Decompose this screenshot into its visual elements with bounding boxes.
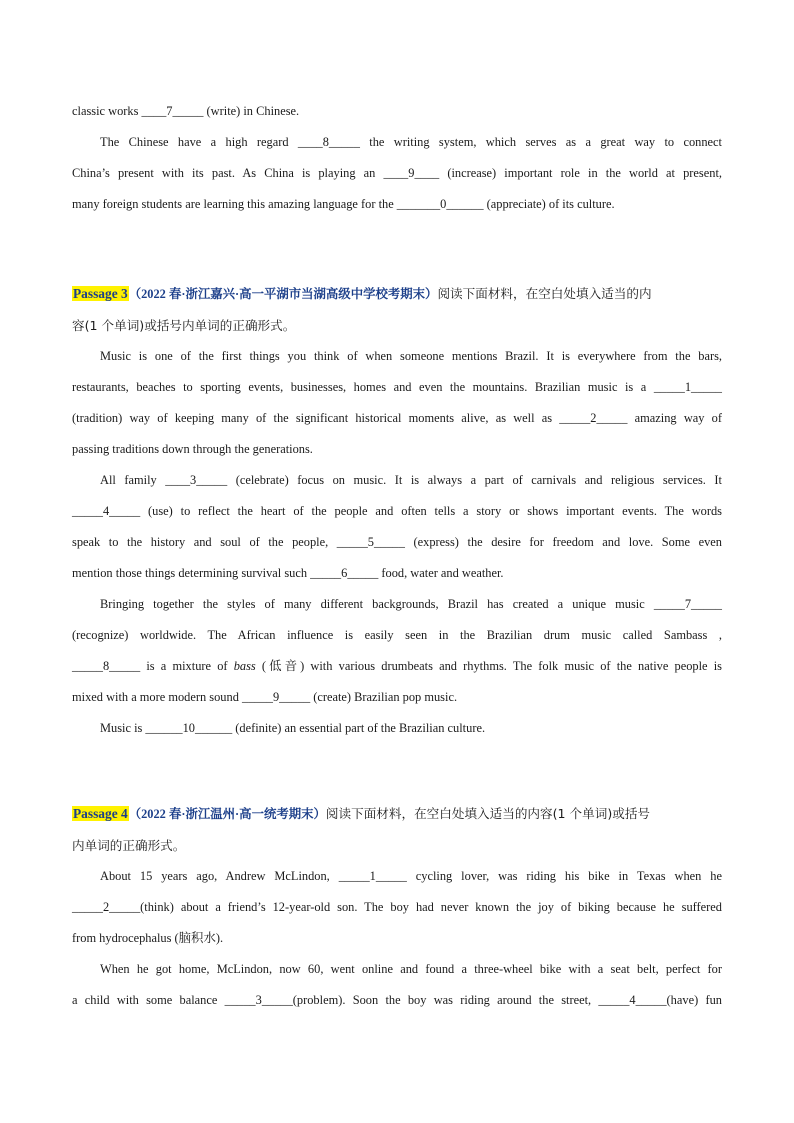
passage-2-continuation bbox=[72, 96, 722, 220]
passage-instruction-continued: 容(1 个单词)或括号内单词的正确形式。 bbox=[72, 318, 296, 333]
text-line: All family ____3_____ (celebrate) focus on music. It is always a part of carnivals and religious services. It bbox=[100, 473, 722, 487]
text-line: When he got home, McLindon, now 60, went online and found a three-wheel bike with a seat belt, perfect for bbox=[100, 962, 722, 976]
text-line: The Chinese have a high regard ____8_____ the writing system, which serves as a great way to connect bbox=[100, 135, 722, 149]
passage-source: （2022 春·浙江嘉兴·高一平湖市当湖高级中学校考期末） bbox=[128, 287, 438, 301]
text-line: (tradition) way of keeping many of the significant historical moments alive, as well as _____2_____ amazing way of bbox=[72, 411, 722, 425]
text-line: speak to the history and soul of the people, _____5_____ (express) the desire for freedom and love. Some even bbox=[72, 535, 722, 549]
text-line: a child with some balance _____3_____(problem). Soon the boy was riding around the street, _____4_____(have) fun bbox=[72, 993, 722, 1007]
text-line: _____4_____ (use) to reflect the heart of the people and often tells a story or shows important events. The words bbox=[72, 504, 722, 518]
italic-term: bass bbox=[233, 659, 256, 673]
text-line: mixed with a more modern sound _____9_____ (create) Brazilian pop music. bbox=[72, 690, 458, 704]
text-run: _____8_____ is a mixture of bbox=[72, 659, 234, 673]
text-line: Bringing together the styles of many different backgrounds, Brazil has created a unique music _____7_____ bbox=[100, 597, 722, 611]
spacer bbox=[72, 220, 722, 278]
text-run: (低音) with various drumbeats and rhythms. The folk music of the native people is bbox=[255, 659, 722, 673]
text-line: mention those things determining survival such _____6_____ food, water and weather. bbox=[72, 566, 504, 580]
text-line: Music is ______10______ (definite) an essential part of the Brazilian culture. bbox=[100, 721, 486, 735]
document-page bbox=[72, 96, 722, 1016]
passage-4-heading bbox=[72, 798, 722, 830]
text-line: many foreign students are learning this amazing language for the _______0______ (appreciate) of its culture. bbox=[72, 197, 615, 211]
text-line: passing traditions down through the generations. bbox=[72, 442, 313, 456]
passage-instruction: 阅读下面材料，在空白处填入适当的内 bbox=[437, 286, 652, 301]
text-line: _____2_____(think) about a friend’s 12-year-old son. The boy had never known the joy of biking because he suffered bbox=[72, 900, 722, 914]
text-line: from hydrocephalus (脑积水). bbox=[72, 931, 224, 945]
text-line bbox=[72, 651, 722, 682]
passage-4 bbox=[72, 798, 722, 1016]
passage-source: （2022 春·浙江温州·高一统考期末） bbox=[128, 807, 326, 821]
text-line: About 15 years ago, Andrew McLindon, _____1_____ cycling lover, was riding his bike in Texas when he bbox=[100, 869, 722, 883]
text-line: restaurants, beaches to sporting events, businesses, homes and even the mountains. Brazilian music is a _____1_____ bbox=[72, 380, 722, 394]
text-line: (recognize) worldwide. The African influence is easily seen in the Brazilian drum music called Sambass , bbox=[72, 628, 722, 642]
text-line: classic works ____7_____ (write) in Chinese. bbox=[72, 104, 300, 118]
passage-3-heading bbox=[72, 278, 722, 310]
passage-instruction-continued: 内单词的正确形式。 bbox=[72, 838, 186, 853]
text-line: Music is one of the first things you think of when someone mentions Brazil. It is everywhere from the bars, bbox=[100, 349, 722, 363]
spacer bbox=[72, 744, 722, 798]
text-line: China’s present with its past. As China is playing an ____9____ (increase) important role in the world at present, bbox=[72, 166, 722, 180]
passage-tag: Passage 4 bbox=[73, 806, 128, 821]
passage-instruction: 阅读下面材料，在空白处填入适当的内容(1 个单词)或括号 bbox=[325, 806, 651, 821]
passage-tag: Passage 3 bbox=[73, 286, 128, 301]
passage-3 bbox=[72, 278, 722, 744]
